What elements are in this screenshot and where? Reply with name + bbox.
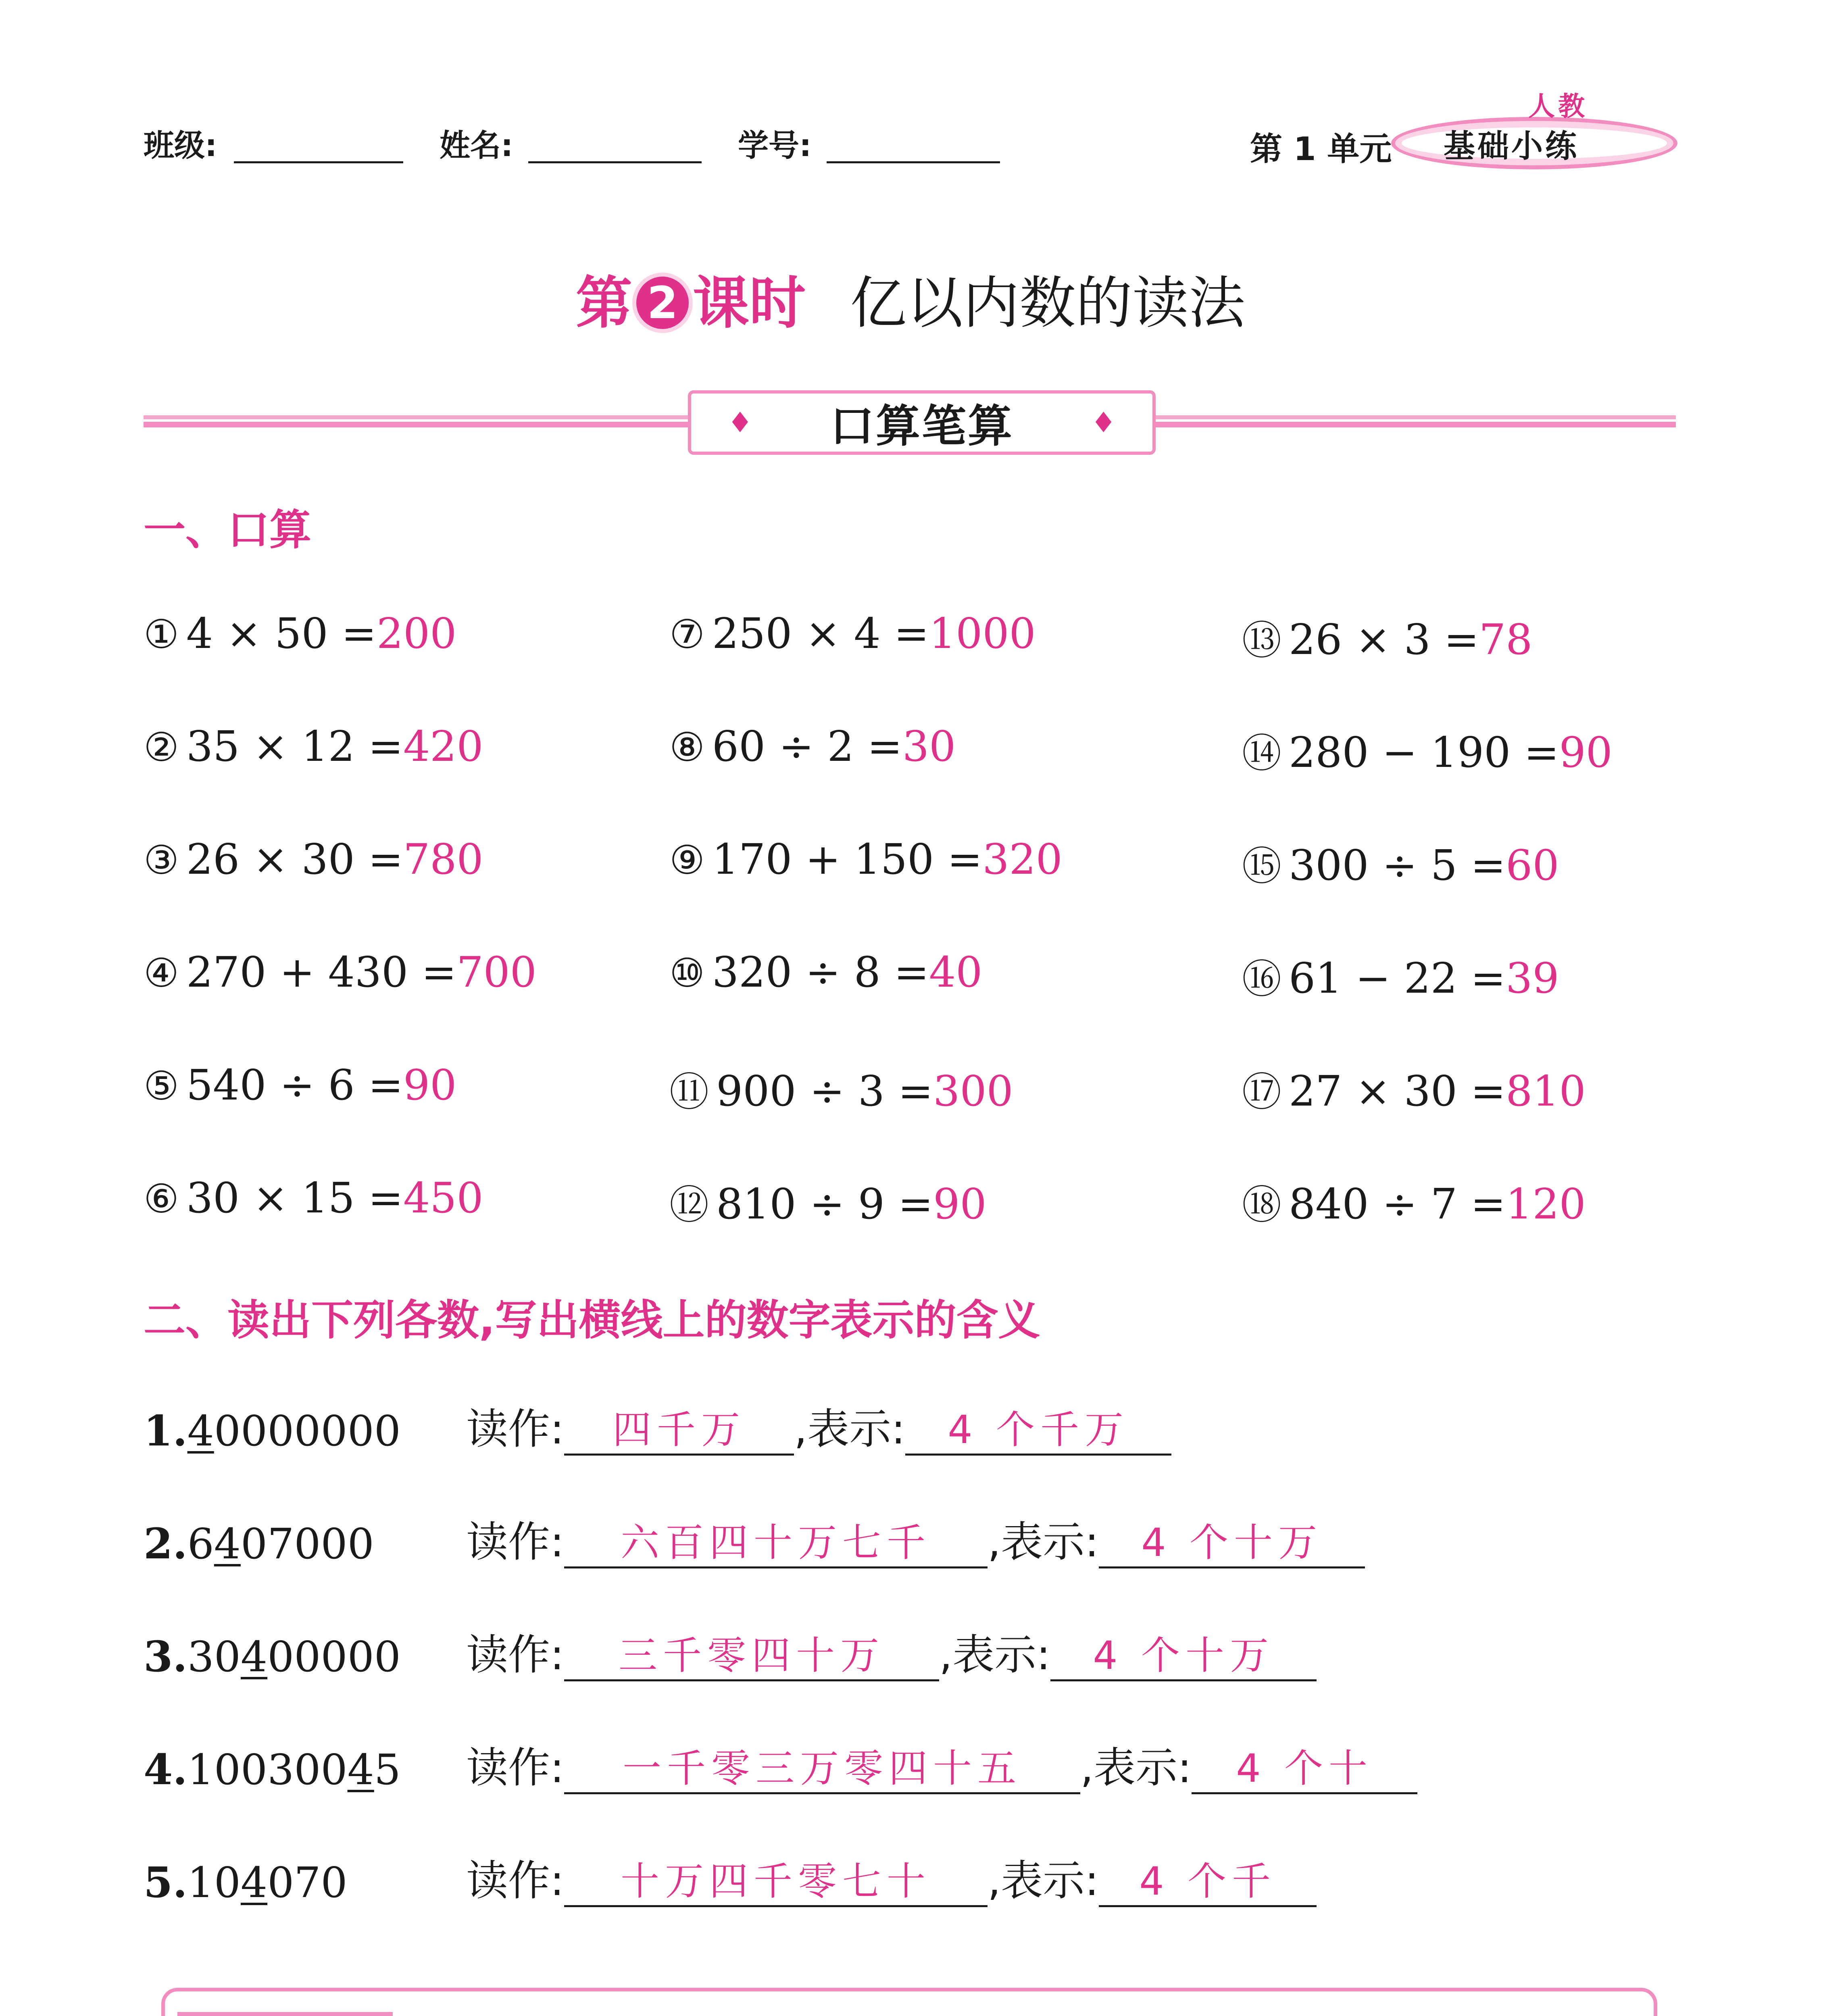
item-index: 5. — [144, 1858, 188, 1907]
section-banner — [688, 390, 1156, 455]
calc-answer: 780 — [403, 835, 483, 884]
page-title: 亿以内数的读法 — [850, 271, 1246, 336]
calc-item: ① 4 × 50 =200 — [144, 609, 457, 658]
meaning-label: ,表示: — [1080, 1743, 1192, 1792]
calc-item: ⑨ 170 + 150 =320 — [669, 835, 1063, 884]
read-label: 读作: — [466, 1856, 565, 1905]
diamond-icon: ♦ — [1091, 406, 1116, 439]
calc-answer: 300 — [933, 1066, 1013, 1116]
calc-answer: 200 — [376, 609, 457, 658]
calc-item: ⑰ 27 × 30 =810 — [1242, 1066, 1586, 1116]
calc-item: ⑥ 30 × 15 =450 — [144, 1173, 483, 1223]
lesson-prefix: 第 — [575, 271, 632, 336]
calc-answer: 90 — [933, 1179, 987, 1229]
calc-item: ⑪ 900 ÷ 3 =300 — [669, 1066, 1013, 1116]
calc-item: ⑩ 320 ÷ 8 =40 — [669, 948, 983, 997]
reading-row: 3.30400000 读作: 三千零四十万 ,表示: 4 个十万 — [144, 1621, 1317, 1681]
calc-item: ⑯ 61 − 22 =39 — [1242, 954, 1559, 1003]
underlined-digit: 4 — [187, 1406, 214, 1456]
publisher-label: 人教 — [1528, 91, 1588, 122]
reading-answer-blank[interactable]: 三千零四十万 — [564, 1632, 939, 1681]
meaning-label: ,表示: — [988, 1517, 1099, 1566]
class-field — [144, 121, 217, 165]
meaning-label: ,表示: — [794, 1404, 906, 1454]
unit-label: 第 1 单元 — [1250, 130, 1392, 168]
calc-answer: 450 — [403, 1173, 483, 1223]
series-label: 基础小练 — [1444, 128, 1579, 165]
reading-row: 4.10030045 读作: 一千零三万零四十五 ,表示: 4 个十 — [144, 1734, 1417, 1794]
calc-item: ⑬ 26 × 3 =78 — [1242, 615, 1533, 664]
calc-answer: 700 — [456, 948, 537, 997]
calc-answer: 90 — [1559, 728, 1613, 777]
lesson-title — [0, 258, 1821, 339]
meaning-label: ,表示: — [988, 1856, 1099, 1905]
calc-answer: 78 — [1479, 615, 1533, 664]
class-label: 班级: — [144, 127, 217, 163]
calc-answer: 320 — [982, 835, 1063, 884]
meaning-answer-blank[interactable]: 4 个十 — [1192, 1745, 1417, 1794]
banner-title: 口算笔算 — [830, 400, 1014, 452]
read-label: 读作: — [466, 1404, 565, 1454]
calc-answer: 60 — [1506, 841, 1559, 890]
calc-answer: 39 — [1506, 954, 1559, 1003]
diamond-icon: ♦ — [727, 406, 753, 439]
calc-answer: 1000 — [929, 609, 1036, 658]
item-index: 2. — [144, 1519, 188, 1568]
calc-item: ④ 270 + 430 =700 — [144, 948, 537, 997]
reading-answer-blank[interactable]: 一千零三万零四十五 — [564, 1745, 1080, 1794]
calc-answer: 120 — [1506, 1179, 1586, 1229]
reading-row: 5.104070 读作: 十万四千零七十 ,表示: 4 个千 — [144, 1847, 1317, 1907]
item-index: 1. — [144, 1406, 188, 1456]
name-label: 姓名: — [440, 127, 513, 163]
calc-answer: 90 — [403, 1060, 457, 1110]
meaning-answer-blank[interactable]: 4 个十万 — [1050, 1632, 1317, 1681]
reading-answer-blank[interactable]: 四千万 — [564, 1406, 794, 1456]
id-label: 学号: — [738, 127, 812, 163]
tip-tag — [177, 2012, 393, 2016]
name-blank[interactable] — [528, 133, 702, 163]
lesson-suffix: 课时 — [692, 271, 806, 336]
underlined-digit: 4 — [240, 1858, 268, 1907]
calc-item: ⑭ 280 − 190 =90 — [1242, 728, 1613, 777]
reading-row: 1.40000000 读作: 四千万 ,表示: 4 个千万 — [144, 1395, 1171, 1456]
calc-item: ⑫ 810 ÷ 9 =90 — [669, 1179, 987, 1229]
calc-answer: 810 — [1506, 1066, 1586, 1116]
item-index: 4. — [144, 1745, 188, 1794]
reading-answer-blank[interactable]: 十万四千零七十 — [564, 1858, 988, 1907]
underlined-digit: 4 — [347, 1745, 374, 1794]
id-blank[interactable] — [827, 133, 1000, 163]
calc-item: ⑱ 840 ÷ 7 =120 — [1242, 1179, 1586, 1229]
meaning-label: ,表示: — [939, 1630, 1051, 1679]
section-heading-oral: 一、口算 — [144, 505, 312, 554]
meaning-answer-blank[interactable]: 4 个十万 — [1099, 1519, 1365, 1568]
calc-answer: 420 — [403, 722, 483, 771]
calc-item: ⑮ 300 ÷ 5 =60 — [1242, 841, 1559, 890]
underlined-digit: 4 — [240, 1632, 268, 1681]
calc-answer: 30 — [902, 722, 956, 771]
item-index: 3. — [144, 1632, 188, 1681]
read-label: 读作: — [466, 1743, 565, 1792]
calc-item: ⑧ 60 ÷ 2 =30 — [669, 722, 956, 771]
meaning-answer-blank[interactable]: 4 个千 — [1099, 1858, 1317, 1907]
meaning-answer-blank[interactable]: 4 个千万 — [905, 1406, 1171, 1456]
calc-answer: 40 — [929, 948, 983, 997]
calc-item: ③ 26 × 30 =780 — [144, 835, 483, 884]
id-field — [738, 121, 811, 165]
class-blank[interactable] — [234, 133, 403, 163]
read-label: 读作: — [466, 1630, 565, 1679]
calc-item: ② 35 × 12 =420 — [144, 722, 483, 771]
read-label: 读作: — [466, 1517, 565, 1566]
calc-item: ⑤ 540 ÷ 6 =90 — [144, 1060, 457, 1110]
name-field — [440, 121, 513, 165]
section-heading-reading: 二、读出下列各数,写出横线上的数字表示的含义 — [144, 1295, 1040, 1345]
reading-answer-blank[interactable]: 六百四十万七千 — [564, 1519, 988, 1568]
reading-row: 2.6407000 读作: 六百四十万七千 ,表示: 4 个十万 — [144, 1508, 1365, 1568]
lesson-number-badge: 2 — [636, 277, 689, 329]
underlined-digit: 4 — [214, 1519, 241, 1568]
calc-item: ⑦ 250 × 4 =1000 — [669, 609, 1036, 658]
